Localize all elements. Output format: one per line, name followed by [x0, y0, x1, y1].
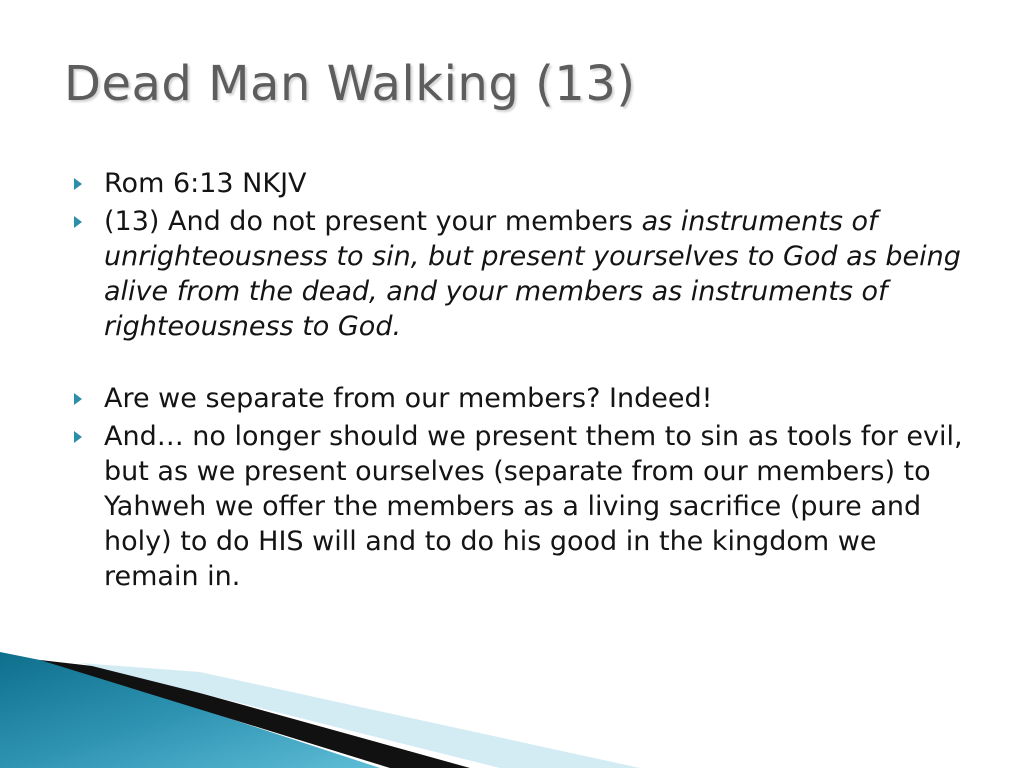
bullet-text: And… no longer should we present them to sin as tools for evil, but as we present ourselves (separate from our members) to Yahweh we offer the members as a living sacrifice (pure and holy) to do HIS will and to do his good in the kingdom we remain in.	[104, 421, 963, 592]
slide-title: Dead Man Walking (13)	[64, 56, 636, 112]
bullet-text: Are we separate from our members? Indeed!	[104, 383, 713, 414]
bullet-italic-text: as instruments of unrighteousness to sin, but present yourselves to God as being alive from the dead, and your members as instruments of righteousness to God.	[104, 206, 961, 342]
bullet-text: Rom 6:13 NKJV	[104, 168, 307, 199]
bullet-text: (13) And do not present your members	[104, 206, 642, 237]
